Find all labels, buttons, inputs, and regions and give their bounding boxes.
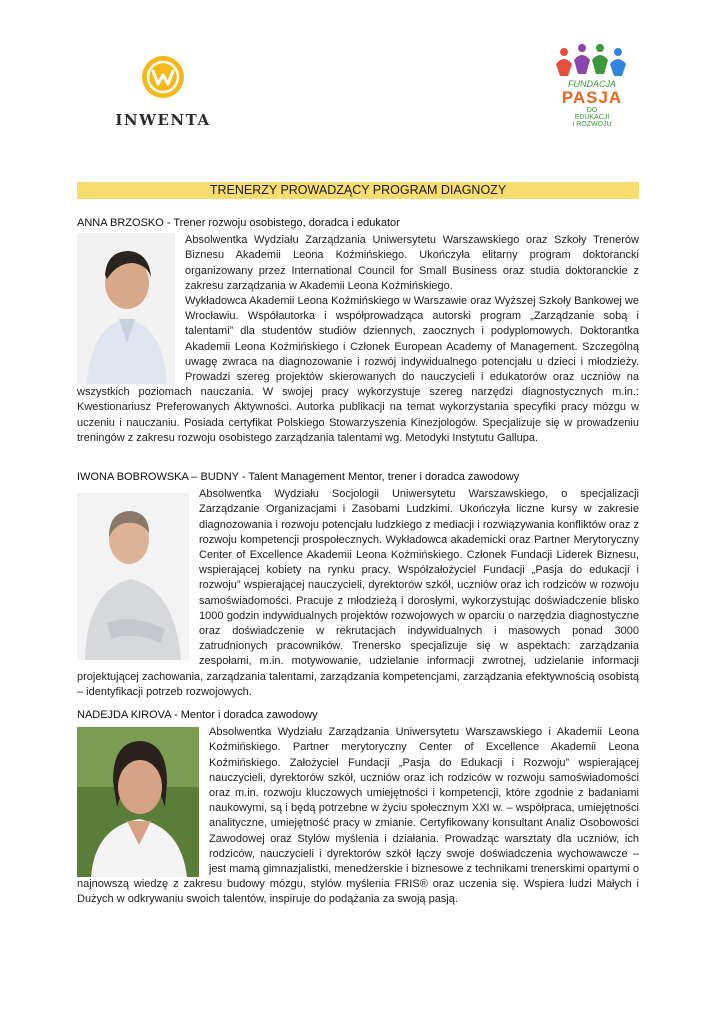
people-figures-icon <box>552 42 632 78</box>
trainer-heading: IWONA BOBROWSKA – BUDNY - Talent Management Mentor, trener i doradca zawodowy <box>77 471 520 483</box>
logo-text-edukacji: EDUKACJI <box>574 114 610 121</box>
fundacja-pasja-logo <box>552 42 632 142</box>
trainer-bio-paragraph: Absolwentka Wydziału Zarządzania Uniwersytetu Warszawskiego i Akademii Leona Koźmińskiego. Partner merytoryczny Center of Excellence Akademii Leona Koźmińskiego. Założyciel Fundacji „Pasja do Edukacji i Rozwoju” wspierającej nauczycieli, dyrektorów szkół, uczniów oraz ich rodziców w rozwoju samoświadomości oraz m.in. rozwoju kluczowych umiejętności i kompetencji, które zgodnie z badaniami naukowymi, są i będą potrzebne w życiu społecznym XXI w. – współpraca, umiejętności analityczne, umiejętność pracy w zmianie. Certyfikowany konsultant Analiz Osobowości Zawodowej oraz Stylów myślenia i działania. Prowadząc warsztaty dla uczniów, ich rodziców, nauczycieli i dyrektorów szkół łączy swoje doświadczenia wychowawcze – jest mamą gimnazjalistki, menedżerskie i biznesowe z technikami trenerskimi opartymi o najnowszą wiedzę z zakresu budowy mózgu, stylów myślenia FRIS® oraz uczenia się. Wspiera ludzi Małych i Dużych w odkrywaniu swoich talentów, inspiruje do podążania za swoją pasją. <box>77 726 639 906</box>
portrait-icon <box>77 493 189 660</box>
trainer-heading: NADEJDA KIROVA - Mentor i doradca zawodowy <box>77 709 318 721</box>
logo-text-pasja: PASJA <box>561 88 623 107</box>
trainer-photo-nadejda-kirova <box>77 727 199 877</box>
trainer-section-iwona-bobrowska-budny <box>77 470 639 700</box>
portrait-icon <box>77 233 175 384</box>
page-title: TRENERZY PROWADZĄCY PROGRAM DIAGNOZY <box>77 182 639 199</box>
portrait-icon <box>77 727 199 877</box>
trainer-section-anna-brzosko <box>77 216 639 446</box>
trainer-photo-iwona-bobrowska-budny <box>77 493 189 660</box>
logo-text-fundacja: FUNDACJA <box>567 79 616 89</box>
trainer-bio-paragraph: Wykładowca Akademii Leona Koźmińskiego w Warszawie oraz Wyższej Szkoły Bankowej we Wrocławiu. Współautorka i współprowadząca autorski program „Zarządzanie sobą i talentami” dla studentów studiów dziennych, zaocznych i podyplomowych. Doktorantka Akademii Leona Koźmińskiego i Członek European Academy of Management. Szczególną uwagę zwraca na diagnozowanie i rozwój indywidualnego potencjału u dzieci i młodzieży. Prowadzi szereg projektów skierowanych do nauczycieli i edukatorów oraz uczniów na wszystkich poziomach nauczania. W swojej pracy wykorzystuje szereg narzędzi diagnostycznych m.in.: Kwestionariusz Preferowanych Aktywności. Autorka publikacji na temat wykorzystania specyfiki pracy mózgu w uczeniu i nauczaniu. Posiada certyfikat Polskiego Stowarzyszenia Kinezjologów. Specjalizuje się w prowadzeniu treningów z zakresu rozwoju osobistego zarządzania talentami wg. Metodyki Instytutu Gallupa. <box>77 295 639 444</box>
inwenta-wordmark: INWENTA <box>115 111 211 129</box>
trainer-photo-anna-brzosko <box>77 233 175 384</box>
inwenta-logo-mark-icon <box>140 54 186 100</box>
trainer-bio-paragraph: Absolwentka Wydziału Socjologii Uniwersytetu Warszawskiego, o specjalizacji Zarządzanie Organizacjami i Zasobami Ludzkimi. Ukończyła liczne kursy w zakresie diagnozowania i rozwoju potencjału ludzkiego z mediacji i rozwiązywania konfliktów oraz z rozwoju kompetencji prospołecznych. Wykładowca akademicki oraz Partner Merytoryczny Center of Excellence Akademii Leona Koźmińskiego. Członek Fundacji Liderek Biznesu, wspierającej kobiety na rynku pracy. Współzałożyciel Fundacji „Pasja do edukacji i rozwoju” wspierającej nauczycieli, dyrektorów szkół, uczniów oraz ich rodziców w rozwoju samoświadomości. Pracuje z młodzieżą i dorosłymi, wykorzystując doświadczenie blisko 1000 godzin indywidualnych projektów rozwojowych w oparciu o narzędzia diagnostyczne oraz doświadczenie w rekrutacjach indywidualnych i masowych ponad 3000 zatrudnionych pracowników. Trenersko specjalizuje się w aspektach: zarządzania zespołami, m.in. motywowanie, udzielanie informacji zwrotnej, udzielanie informacji projektującej zachowania, zarządzania talentami, zarządzania kompetencjami, zarządzania efektywnością osobistą – identyfikacji potrzeb rozwojowych. <box>77 488 639 698</box>
inwenta-logo <box>108 54 218 134</box>
trainer-section-nadejda-kirova <box>77 708 639 908</box>
logo-text-rozwoju: I ROZWOJU <box>572 121 612 128</box>
trainer-bio-paragraph: Absolwentka Wydziału Zarządzania Uniwersytetu Warszawskiego oraz Szkoły Trenerów Biznesu Akademii Leona Koźmińskiego. Ukończyła elitarny program doktorancki organizowany przez International Council for Small Business oraz studia doktoranckie z zakresu zarządzania w Akademii Leona Koźmińskiego. <box>185 234 639 292</box>
logo-text-do: DO <box>586 107 598 114</box>
trainer-heading: ANNA BRZOSKO - Trener rozwoju osobistego, doradca i edukator <box>77 217 400 229</box>
